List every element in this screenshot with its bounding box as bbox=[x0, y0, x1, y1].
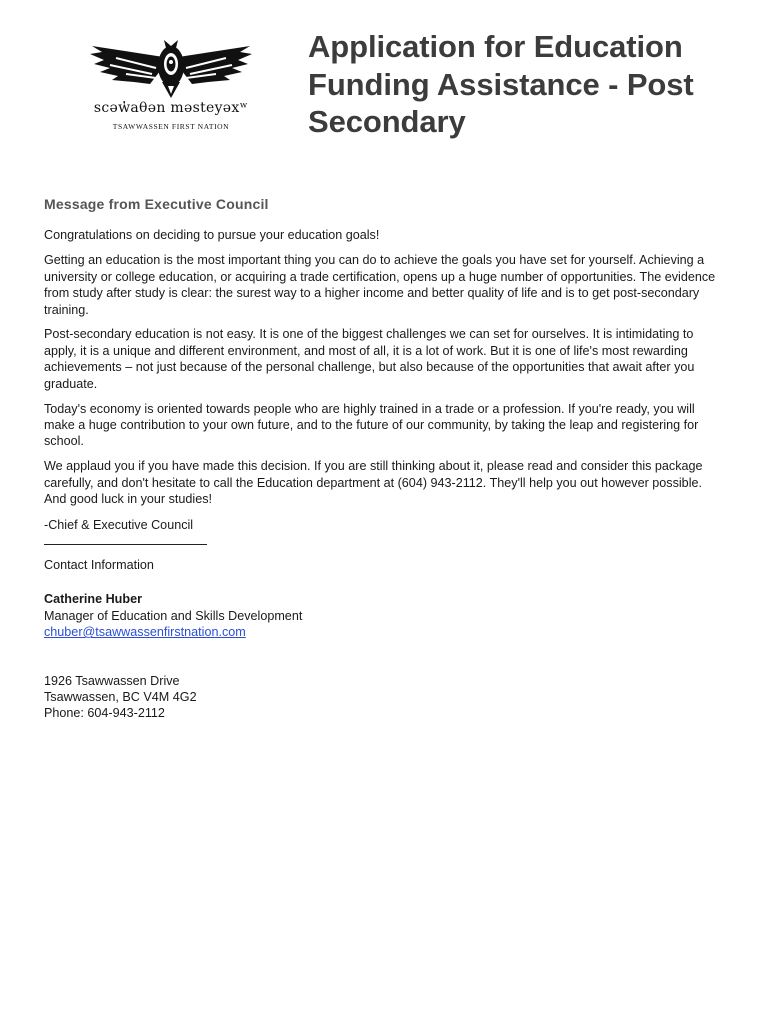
phone-number: Phone: 604-943-2112 bbox=[44, 706, 165, 721]
paragraph-applaud: We applaud you if you have made this decision. If you are still thinking about it, please read and consider this package carefully, and don't hesitate to call the Education department at (604) 943-2112. They'll help you out however possible. And good luck in your studies! bbox=[44, 459, 703, 507]
paragraph-post-secondary: Post-secondary education is not easy. It is one of the biggest challenges we can set for ourselves. It is intimidating to apply, it is a unique and different environment, and most of all, it is a lot of work. But it is one of life's most rewarding achievements – not just because of the personal challenge, but also because of the opportunities that await after you graduate. bbox=[44, 327, 695, 391]
letter-body bbox=[44, 196, 724, 722]
thunderbird-icon bbox=[86, 38, 256, 100]
logo-wordmark: scəw̓aθən məsteyəxʷ bbox=[93, 100, 249, 116]
paragraph-getting-education: Getting an education is the most important thing you can do to achieve the goals you have set for yourself. Achieving a university or college education, or acquiring a trade certification, opens up a huge number of opportunities. The evidence from study after study is clear: the surest way to a higher income and better quality of life and is to get post-secondary training. bbox=[44, 253, 716, 317]
page-title: Application for Education Funding Assistance - Post Secondary bbox=[308, 29, 694, 139]
address-line-1: 1926 Tsawwassen Drive bbox=[44, 673, 180, 688]
contact-email-link[interactable]: chuber@tsawwassenfirstnation.com bbox=[44, 625, 246, 640]
logo-subtitle: TSAWWASSEN FIRST NATION bbox=[112, 122, 230, 131]
section-heading: Message from Executive Council bbox=[44, 196, 269, 212]
contact-title: Manager of Education and Skills Development bbox=[44, 608, 303, 623]
contact-heading: Contact Information bbox=[44, 557, 154, 572]
paragraph-economy: Today's economy is oriented towards people who are highly trained in a trade or a profession. If you're ready, you will make a huge contribution to your own future, and to the future of our community, by taking the leap and registering for school. bbox=[44, 401, 699, 449]
paragraph-congratulations: Congratulations on deciding to pursue your education goals! bbox=[44, 228, 380, 243]
address-line-2: Tsawwassen, BC V4M 4G2 bbox=[44, 689, 197, 704]
signature-rule bbox=[44, 544, 207, 545]
signature: -Chief & Executive Council bbox=[44, 517, 194, 532]
tsawwassen-logo bbox=[82, 38, 252, 134]
mailing-address bbox=[44, 673, 724, 722]
contact-name: Catherine Huber bbox=[44, 592, 142, 607]
